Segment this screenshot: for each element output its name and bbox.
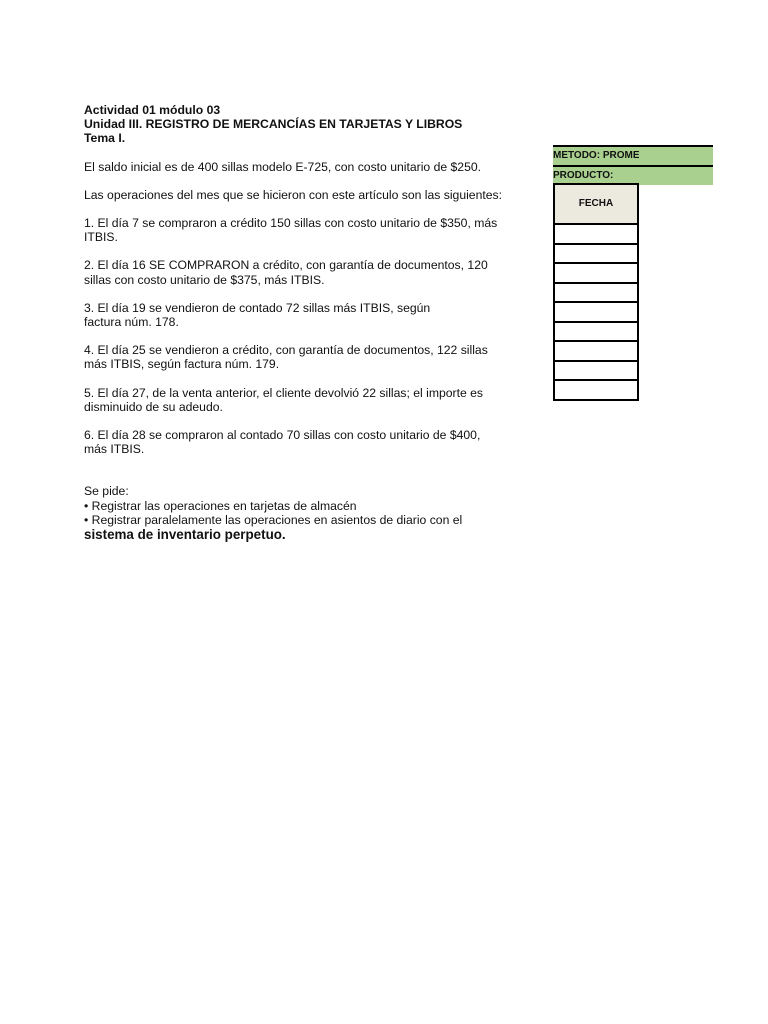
operation-5-line-b: disminuido de su adeudo. [84,399,223,414]
date-cell[interactable] [555,342,637,362]
operation-1-line-b: ITBIS. [84,230,118,245]
unit-title: Unidad III. REGISTRO DE MERCANCÍAS EN TARJETAS Y LIBROS [84,117,463,132]
date-cell[interactable] [555,362,637,382]
operation-6-line-b: más ITBIS. [84,442,145,457]
operation-2-line-a: 2. El día 16 SE COMPRARON a crédito, con garantía de documentos, 120 [84,258,488,273]
date-cell[interactable] [555,303,637,323]
operation-6-line-a: 6. El día 28 se compraron al contado 70 sillas con costo unitario de $400, [84,428,481,443]
date-cell[interactable] [555,284,637,304]
operation-4-line-b: más ITBIS, según factura núm. 179. [84,357,280,372]
date-cell[interactable] [555,245,637,265]
operation-2-line-b: sillas con costo unitario de $375, más ITBIS. [84,272,325,287]
date-cell[interactable] [555,323,637,343]
operation-1-line-a: 1. El día 7 se compraron a crédito 150 sillas con costo unitario de $350, más [84,216,498,231]
operation-3-line-b: factura núm. 178. [84,315,179,330]
method-label: METODO: PROME [553,150,639,161]
method-row[interactable] [553,145,713,165]
request-item-1: • Registrar las operaciones en tarjetas de almacén [84,498,357,513]
operation-3-line-a: 3. El día 19 se vendieron de contado 72 sillas más ITBIS, según [84,300,431,315]
request-item-2: • Registrar paralelamente las operaciones en asientos de diario con el [84,512,463,527]
request-title: Se pide: [84,484,129,499]
operation-4-line-a: 4. El día 25 se vendieron a crédito, con garantía de documentos, 122 sillas [84,343,488,358]
activity-title: Actividad 01 módulo 03 [84,103,221,117]
product-label: PRODUCTO: [553,170,614,181]
initial-balance-text: El saldo inicial es de 400 sillas modelo E-725, con costo unitario de $250. [84,159,482,174]
date-column [553,183,639,401]
topic-title: Tema I. [84,131,126,146]
product-row[interactable] [553,165,713,185]
operations-intro: Las operaciones del mes que se hicieron con este artículo son las siguientes: [84,187,503,202]
date-cell[interactable] [555,381,637,399]
fecha-header: FECHA [555,185,637,225]
date-cell[interactable] [555,264,637,284]
operation-5-line-a: 5. El día 27, de la venta anterior, el cliente devolvió 22 sillas; el importe es [84,385,484,400]
assignment-text [84,103,524,543]
request-item-2-emphasis: sistema de inventario perpetuo. [84,527,286,543]
date-cell[interactable] [555,225,637,245]
